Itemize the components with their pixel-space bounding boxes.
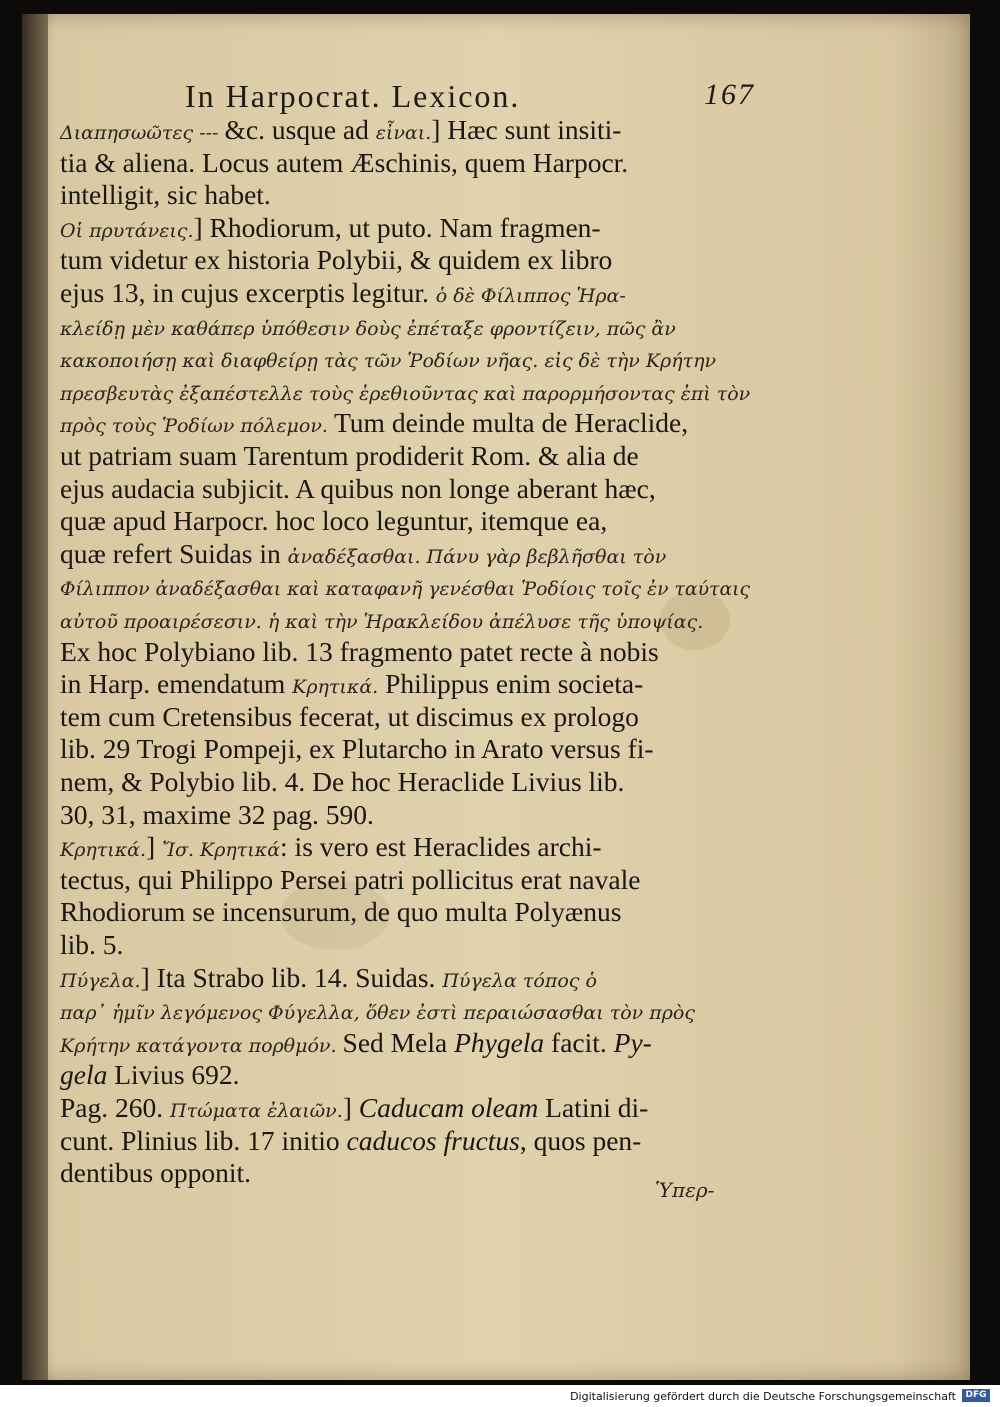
text-line (60, 242, 612, 278)
greek-text: πρὸς τοὺς Ῥοδίων πόλεμον. (60, 415, 334, 438)
latin-text: ] Rhodiorum, ut puto. Nam fragmen- (193, 211, 601, 243)
greek-text: Φίλιππον ἀναδέξασθαι καὶ καταφανῆ γενέσθαι Ῥοδίοις τοῖς ἐν ταύταις (60, 578, 751, 601)
text-line (60, 1123, 641, 1159)
latin-text: &c. usque ad (224, 114, 376, 145)
latin-text: Tum deinde multa de Heraclide, (333, 407, 689, 439)
latin-text: ejus audacia subjicit. A quibus non longe aberant hæc, (60, 472, 656, 504)
latin-text: intelligit, sic habet. (60, 179, 271, 211)
greek-text: ὁ δὲ Φίλιππος Ἡρα- (435, 285, 626, 307)
digitization-footer (0, 1386, 1000, 1407)
greek-text: κακοποιήσῃ καὶ διαφθείρῃ τὰς τῶν Ῥοδίων νῆας. εἰς δὲ τὴν Κρήτην (60, 350, 717, 373)
dfg-logo: DFG (962, 1389, 990, 1402)
text-line (60, 829, 602, 865)
greek-text: Κρήτην κατάγοντα πορθμόν. (60, 1034, 343, 1057)
greek-text: Κρητικά. (292, 676, 379, 699)
greek-text: Ἴσ. Κρητικά (162, 839, 281, 862)
text-line (60, 731, 654, 767)
text-line (60, 797, 374, 833)
latin-text: , quos pen- (519, 1124, 642, 1156)
latin-text: ] (342, 1092, 359, 1123)
text-line (60, 764, 624, 800)
page-number: 167 (704, 78, 755, 111)
latin-text: cunt. Plinius lib. 17 initio (60, 1124, 347, 1156)
text-line (60, 634, 659, 670)
text-line (60, 210, 601, 246)
latin-text: Ex hoc Polybiano lib. 13 fragmento patet recte à nobis (60, 635, 659, 667)
text-line (60, 340, 716, 376)
greek-text: ἀναδέξασθαι. Πάνυ γὰρ βεβλῆσθαι τὸν (287, 545, 667, 568)
text-line (60, 405, 688, 441)
text-line (60, 1057, 240, 1093)
text-line (60, 471, 656, 507)
latin-text: quæ refert Suidas in (60, 537, 288, 569)
greek-text: Πύγελα. (60, 969, 141, 992)
catchword: Ὑπερ- (655, 1178, 715, 1202)
text-line (60, 1155, 251, 1191)
greek-text: Πύγελα τόπος ὁ (442, 969, 597, 992)
latin-text: lib. 29 Trogi Pompeji, ex Plutarcho in Arato versus fi- (60, 733, 654, 765)
text-line (60, 503, 607, 539)
running-title: In Harpocrat. Lexicon. (185, 78, 521, 114)
text-line (60, 308, 676, 344)
italic-text: Caducam oleam (358, 1092, 539, 1123)
greek-text: Οἱ πρυτάνεις. (60, 219, 194, 242)
latin-text: ut patriam suam Tarentum prodiderit Rom. & alia de (60, 440, 639, 471)
latin-text: dentibus opponit. (60, 1157, 251, 1189)
page-gutter (22, 14, 48, 1380)
text-line (60, 568, 750, 604)
latin-text: ] Ita Strabo lib. 14. Suidas. (140, 961, 443, 993)
greek-text: Πτώματα ἐλαιῶν. (170, 1100, 343, 1122)
text-line (60, 373, 750, 409)
text-line (60, 1090, 648, 1126)
text-line (60, 927, 123, 963)
latin-text: Rhodiorum se incensurum, de quo multa Polyænus (60, 896, 622, 928)
text-line (60, 275, 626, 311)
text-line (60, 862, 640, 898)
latin-text: tectus, qui Philippo Persei patri pollicitus erat navale (60, 863, 641, 895)
greek-text: Διαπησωῶτες --- (60, 122, 225, 144)
latin-text: Philippus enim societa- (378, 668, 644, 700)
text-line (60, 438, 639, 474)
italic-text: caducos fructus (346, 1124, 520, 1156)
greek-text: παρ᾽ ἡμῖν λεγόμενος Φύγελλα, ὅθεν ἐστὶ περαιώσασθαι τὸν πρὸς (60, 1002, 695, 1025)
latin-text: Pag. 260. (60, 1092, 170, 1123)
latin-text: tum videtur ex historia Polybii, & quidem ex libro (60, 244, 613, 276)
greek-text: κλείδῃ μὲν καθάπερ ὑπόθεσιν δοὺς ἐπέταξε φροντίζειν, πῶς ἂν (60, 317, 676, 340)
text-line (60, 177, 271, 213)
text-line (60, 601, 703, 637)
latin-text: Sed Mela (342, 1026, 455, 1058)
latin-text: ] (146, 831, 163, 863)
text-line (60, 145, 628, 181)
running-header (185, 78, 755, 116)
latin-text: nem, & Polybio lib. 4. De hoc Heraclide Livius lib. (60, 766, 625, 797)
greek-text: πρεσβευτὰς ἐξαπέστελλε τοὺς ἐρεθιοῦντας καὶ παρορμήσοντας ἐπὶ τὸν (60, 382, 751, 405)
text-line (60, 112, 621, 148)
latin-text: tem cum Cretensibus fecerat, ut discimus ex prologo (60, 700, 639, 732)
latin-text: ] Hæc sunt insiti- (431, 114, 622, 145)
greek-text: αὐτοῦ προαιρέσεσιν. ἡ καὶ τὴν Ἡρακλείδου ἀπέλυσε τῆς ὑποψίας. (60, 611, 704, 633)
text-line (60, 699, 639, 735)
latin-text: facit. (544, 1026, 614, 1058)
greek-text: Κρητικά. (60, 839, 147, 862)
text-line (60, 894, 621, 930)
latin-text: Livius 692. (107, 1059, 240, 1091)
text-line (60, 666, 643, 702)
greek-text: εἶναι. (375, 122, 432, 144)
italic-text: Py- (613, 1026, 652, 1058)
latin-text: : is vero est Heraclides archi- (280, 831, 602, 863)
latin-text: tia & aliena. Locus autem Æschinis, quem Harpocr. (60, 146, 629, 178)
latin-text: ejus 13, in cujus excerptis legitur. (60, 277, 436, 308)
italic-text: gela (60, 1059, 108, 1091)
latin-text: in Harp. emendatum (60, 668, 293, 700)
italic-text: Phygela (454, 1026, 545, 1058)
text-line (60, 1025, 652, 1061)
footer-credit: Digitalisierung gefördert durch die Deutsche Forschungsgemeinschaft (570, 1390, 956, 1403)
text-line (60, 960, 597, 996)
text-line (60, 536, 666, 572)
latin-text: 30, 31, maxime 32 pag. 590. (60, 798, 374, 830)
latin-text: Latini di- (538, 1092, 649, 1123)
latin-text: quæ apud Harpocr. hoc loco leguntur, itemque ea, (60, 505, 608, 537)
latin-text: lib. 5. (60, 929, 124, 960)
text-line (60, 992, 695, 1028)
